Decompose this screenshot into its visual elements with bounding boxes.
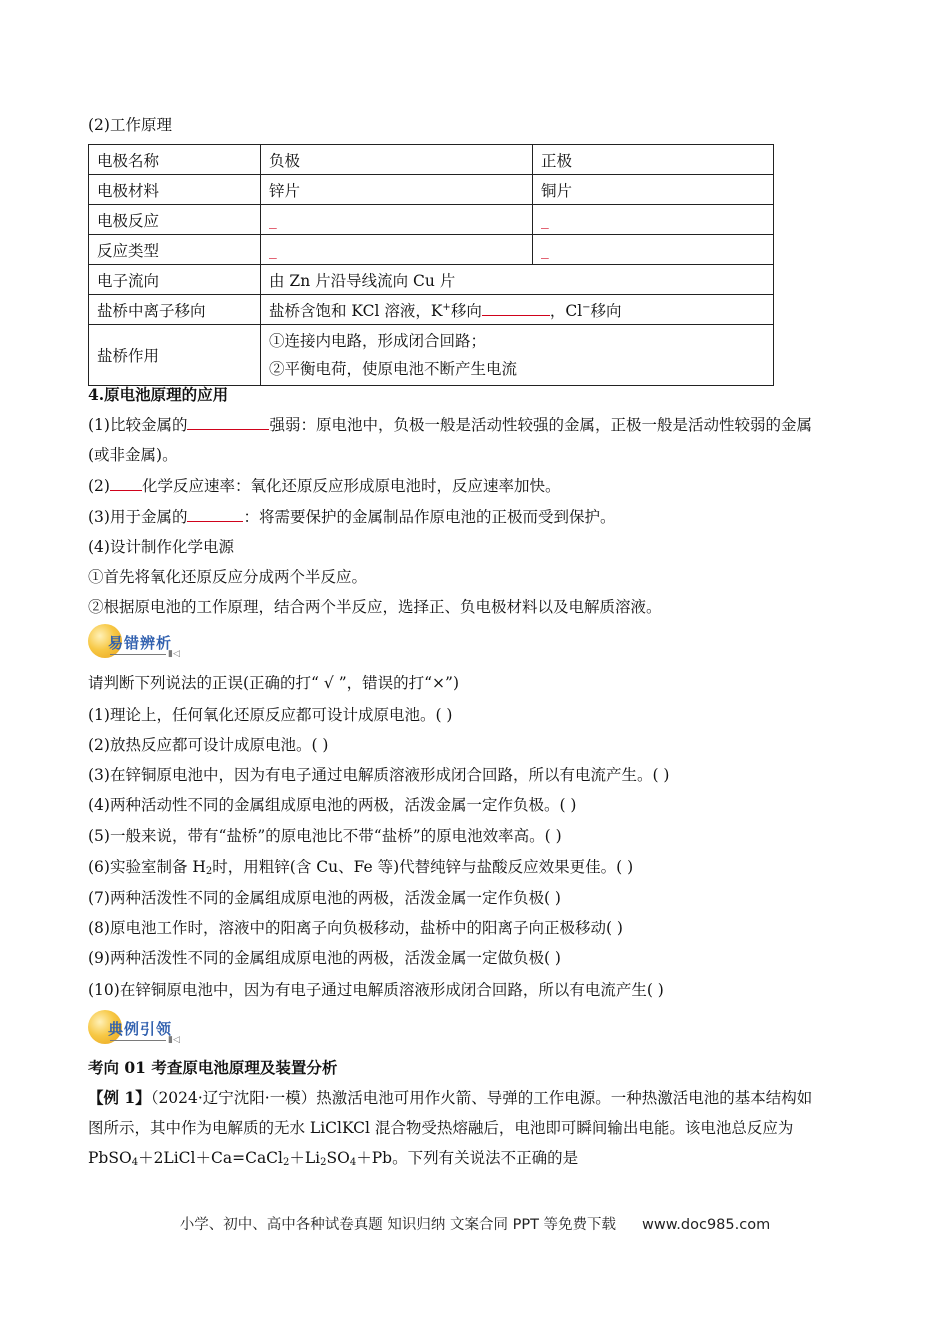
paragraph — [88, 415, 812, 435]
subscript: 2 — [320, 1157, 327, 1168]
text: （2024·辽宁沈阳·一模）热激活电池可用作火箭、导弹的工作电源。一种热激活电池的基本结构如 — [150, 1089, 813, 1107]
answer-blank — [482, 301, 550, 316]
page-footer — [0, 1213, 950, 1234]
example-tag: 【例 1】 — [88, 1088, 151, 1107]
working-principle-table — [88, 144, 774, 386]
section-badge — [88, 1010, 180, 1050]
subscript: 2 — [283, 1157, 290, 1168]
list-item: (10)在锌铜原电池中，因为有电子通过电解质溶液形成闭合回路，所以有电流产生( ) — [88, 981, 664, 999]
cell-text: 移向 — [450, 301, 482, 320]
subscript: 4 — [131, 1157, 139, 1168]
badge-rule — [110, 1040, 166, 1041]
judge-intro: 请判断下列说法的正误(正确的打“ √ ”，错误的打“×”) — [88, 674, 460, 692]
badge-label: 典例引领 — [108, 1020, 173, 1038]
cell-text: ②平衡电荷，使原电池不断产生电流 — [269, 360, 518, 378]
table-cell: 电极反应 — [89, 205, 261, 235]
superscript: + — [442, 301, 451, 313]
badge-tick-icon: ▮◁ — [168, 1035, 180, 1045]
text: 强弱：原电池中，负极一般是活动性较强的金属，正极一般是活动性较弱的金属 — [269, 416, 812, 434]
text: ＋2LiCl＋Ca=CaCl — [138, 1149, 283, 1167]
list-item: (1)理论上，任何氧化还原反应都可设计成原电池。( ) — [88, 706, 453, 724]
applications-heading: 4.原电池原理的应用 — [88, 385, 229, 404]
table-cell: 铜片 — [533, 175, 774, 205]
paragraph — [88, 507, 615, 527]
table-row — [89, 235, 774, 265]
list-item: (8)原电池工作时，溶液中的阳离子向负极移动，盐桥中的阳离子向正极移动( ) — [88, 919, 623, 937]
cell-text: 盐桥含饱和 KCl 溶液，K — [269, 301, 443, 320]
section-heading: (2)工作原理 — [88, 116, 172, 134]
list-item — [88, 857, 633, 882]
text: (6)实验室制备 H — [88, 858, 206, 876]
cell-text: 移向 — [590, 301, 622, 320]
badge-label: 易错辨析 — [108, 634, 173, 652]
list-item: (3)在锌铜原电池中，因为有电子通过电解质溶液形成闭合回路，所以有电流产生。( ) — [88, 766, 670, 784]
table-cell — [261, 325, 774, 386]
table-cell: 正极 — [533, 145, 774, 175]
text: SO — [326, 1149, 350, 1167]
table-row — [89, 325, 774, 386]
badge-rule — [110, 654, 166, 655]
subscript: 4 — [349, 1157, 357, 1168]
text: (1)比较金属的 — [88, 416, 188, 434]
text: 时，用粗锌(含 Cu、Fe 等)代替纯锌与盐酸反应效果更佳。( ) — [212, 858, 634, 876]
table-cell — [261, 295, 774, 325]
table-row — [89, 145, 774, 175]
paragraph: (4)设计制作化学电源 — [88, 538, 234, 556]
list-item: (2)放热反应都可设计成原电池。( ) — [88, 736, 329, 754]
text: 化学反应速率：氧化还原反应形成原电池时，反应速率加快。 — [141, 477, 561, 495]
paragraph: ②根据原电池的工作原理，结合两个半反应，选择正、负电极材料以及电解质溶液。 — [88, 598, 662, 616]
table-cell: 由 Zn 片沿导线流向 Cu 片 — [261, 265, 774, 295]
table-row — [89, 265, 774, 295]
table-cell: 盐桥中离子移向 — [89, 295, 261, 325]
text: (3)用于金属的 — [88, 508, 188, 526]
paragraph — [88, 476, 560, 496]
superscript: − — [582, 301, 591, 313]
answer-blank — [187, 415, 269, 430]
answer-blank — [187, 507, 243, 522]
footer-text: 小学、初中、高中各种试卷真题 知识归纳 文案合同 PPT 等免费下载 — [179, 1217, 617, 1233]
table-cell: 负极 — [261, 145, 533, 175]
badge-tick-icon: ▮◁ — [168, 649, 180, 659]
text: PbSO — [88, 1149, 132, 1167]
table-cell: 电极材料 — [89, 175, 261, 205]
text: ：将需要保护的金属制品作原电池的正极而受到保护。 — [243, 508, 616, 526]
text: (2) — [88, 477, 110, 495]
table-cell: 盐桥作用 — [89, 325, 261, 386]
table-cell: 锌片 — [261, 175, 533, 205]
answer-blank: _ — [533, 205, 774, 235]
list-item: (4)两种活动性不同的金属组成原电池的两极，活泼金属一定作负极。( ) — [88, 796, 577, 814]
list-item: (9)两种活泼性不同的金属组成原电池的两极，活泼金属一定做负极( ) — [88, 949, 561, 967]
paragraph — [88, 1088, 812, 1108]
answer-blank — [110, 476, 142, 491]
text: ＋Pb。下列有关说法不正确的是 — [356, 1149, 579, 1167]
cell-text: ①连接内电路，形成闭合回路； — [269, 332, 487, 350]
table-cell: 电子流向 — [89, 265, 261, 295]
answer-blank: _ — [533, 235, 774, 265]
equation — [88, 1148, 578, 1173]
table-row — [89, 295, 774, 325]
text: ＋Li — [289, 1149, 321, 1167]
footer-link[interactable]: www.doc985.com — [642, 1217, 771, 1233]
table-cell: 反应类型 — [89, 235, 261, 265]
cell-text: ，Cl — [549, 301, 583, 320]
example-heading: 考向 01 考查原电池原理及装置分析 — [88, 1058, 338, 1077]
table-row — [89, 205, 774, 235]
answer-blank: _ — [261, 235, 533, 265]
table-cell: 电极名称 — [89, 145, 261, 175]
paragraph: 图所示，其中作为电解质的无水 LiClKCl 混合物受热熔融后，电池即可瞬间输出电能。该电池总反应为 — [88, 1119, 794, 1137]
answer-blank: _ — [261, 205, 533, 235]
subscript: 2 — [205, 866, 213, 877]
section-badge — [88, 624, 180, 664]
list-item: (7)两种活泼性不同的金属组成原电池的两极，活泼金属一定作负极( ) — [88, 889, 561, 907]
paragraph: (或非金属)。 — [88, 446, 178, 464]
table-row — [89, 175, 774, 205]
paragraph: ①首先将氧化还原反应分成两个半反应。 — [88, 568, 368, 586]
list-item: (5)一般来说，带有“盐桥”的原电池比不带“盐桥”的原电池效率高。( ) — [88, 827, 562, 845]
